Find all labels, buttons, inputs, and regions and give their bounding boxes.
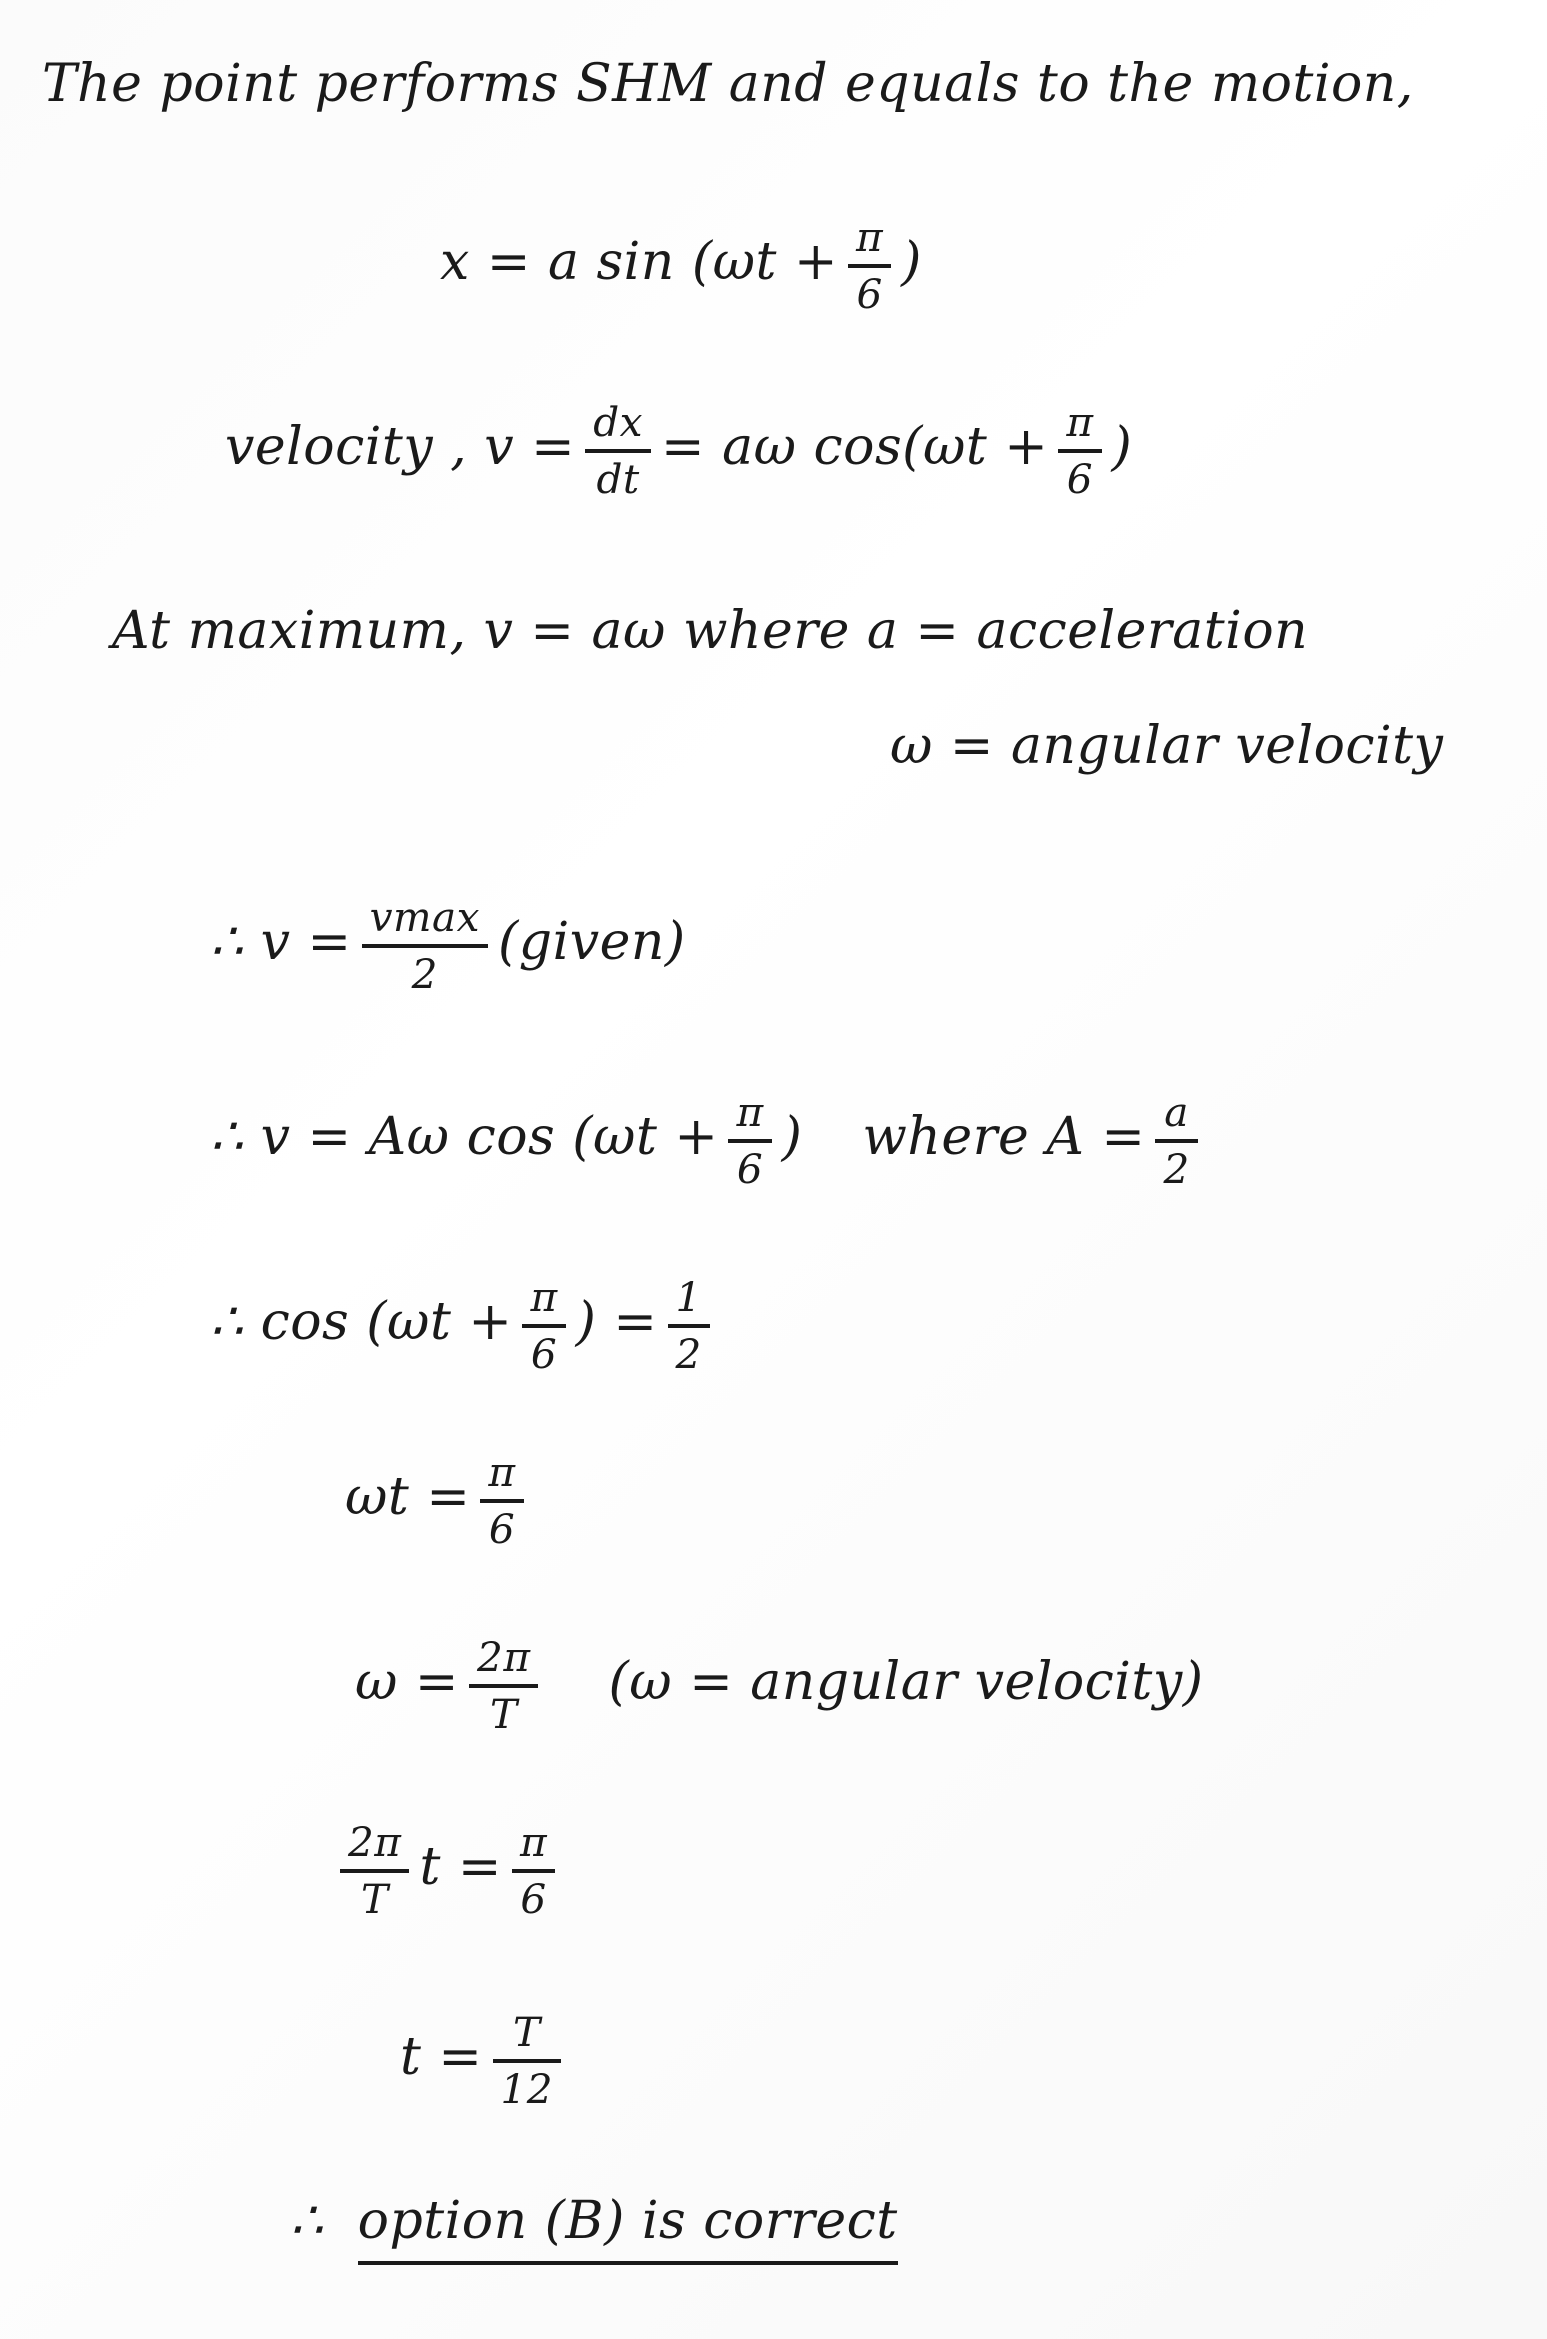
two-pi-numerator: 2π <box>340 1820 409 1873</box>
omega-period-equation <box>355 1635 1203 1736</box>
displacement-rhs: ) <box>901 232 922 293</box>
phase-denominator: 6 <box>856 269 883 318</box>
v-eq-pre: ∴ v = Aω cos (ωt + <box>210 1107 719 1168</box>
omega-fraction <box>469 1635 538 1736</box>
cos-eq-phase-denominator: 6 <box>530 1329 558 1378</box>
cosine-equation <box>210 1275 720 1376</box>
time-equation-1 <box>330 1820 565 1921</box>
t-numerator: T <box>493 2010 562 2063</box>
omega-eq-pre: ω = <box>355 1652 460 1713</box>
velocity-phase-numerator: π <box>1058 400 1101 453</box>
v-eq-phase-fraction <box>728 1090 771 1191</box>
six-denominator: 6 <box>520 1874 547 1923</box>
cos-eq-mid: ) = <box>575 1292 658 1353</box>
velocity-equation <box>225 400 1132 501</box>
velocity-mid: = aω cos(ωt + <box>661 417 1049 478</box>
therefore-symbol: ∴ <box>290 2191 324 2251</box>
reduced-velocity-equation <box>210 1090 1208 1191</box>
phase-numerator: π <box>848 215 891 268</box>
omega-eq-post: (ω = angular velocity) <box>608 1652 1204 1713</box>
omega-denominator: T <box>489 1689 518 1738</box>
wt-denominator: 6 <box>488 1504 516 1553</box>
v-eq-phase-numerator: π <box>728 1090 771 1143</box>
velocity-phase-denominator: 6 <box>1066 454 1094 503</box>
t-eq2-pre: t = <box>400 2027 483 2088</box>
displacement-lhs: x = a sin (ωt + <box>440 232 839 293</box>
period-denominator: T <box>360 1874 389 1923</box>
vmax-denominator: 2 <box>411 949 438 998</box>
given-velocity-equation <box>210 895 686 996</box>
velocity-rhs: ) <box>1111 417 1133 478</box>
vmax-fraction <box>362 895 488 996</box>
cos-eq-phase-numerator: π <box>522 1275 565 1328</box>
velocity-phase-fraction <box>1058 400 1101 501</box>
wt-numerator: π <box>480 1450 523 1503</box>
t-eq1-mid: t = <box>419 1837 502 1898</box>
given-pre: ∴ v = <box>210 912 352 973</box>
amplitude-denominator: 2 <box>1163 1144 1190 1193</box>
displacement-equation <box>440 215 922 316</box>
half-fraction <box>668 1275 710 1376</box>
vmax-numerator: vmax <box>362 895 488 948</box>
wt-pre: ωt = <box>345 1467 471 1528</box>
omega-numerator: 2π <box>469 1635 538 1688</box>
conclusion-text: option (B) is correct <box>358 2191 898 2265</box>
v-eq-where: where A = <box>862 1107 1146 1168</box>
derivative-fraction <box>585 400 651 501</box>
twelve-denominator: 12 <box>500 2064 554 2113</box>
velocity-lhs: velocity , v = <box>225 417 576 478</box>
wt-fraction <box>480 1450 523 1551</box>
half-numerator: 1 <box>668 1275 710 1328</box>
half-denominator: 2 <box>675 1329 702 1378</box>
two-pi-over-t-fraction <box>340 1820 409 1921</box>
amplitude-fraction <box>1155 1090 1197 1191</box>
cos-eq-pre: ∴ cos (ωt + <box>210 1292 513 1353</box>
omega-t-equation <box>345 1450 534 1551</box>
maximum-velocity-line: At maximum, v = aω where a = acceleration <box>112 601 1309 661</box>
given-post: (given) <box>498 912 686 973</box>
pi-over-six-fraction <box>512 1820 555 1921</box>
t-over-twelve-fraction <box>493 2010 562 2111</box>
derivative-numerator: dx <box>585 400 651 453</box>
intro-text: The point performs SHM and equals to the motion, <box>42 54 1414 114</box>
cos-eq-phase-fraction <box>522 1275 565 1376</box>
amplitude-numerator: a <box>1155 1090 1197 1143</box>
pi-numerator: π <box>512 1820 555 1873</box>
derivative-denominator: dt <box>596 454 640 503</box>
v-eq-mid: ) <box>781 1107 803 1168</box>
phase-fraction <box>848 215 891 316</box>
time-result-equation <box>400 2010 571 2111</box>
conclusion-line <box>290 2191 898 2251</box>
omega-definition: ω = angular velocity <box>890 716 1444 776</box>
v-eq-phase-denominator: 6 <box>736 1144 764 1193</box>
